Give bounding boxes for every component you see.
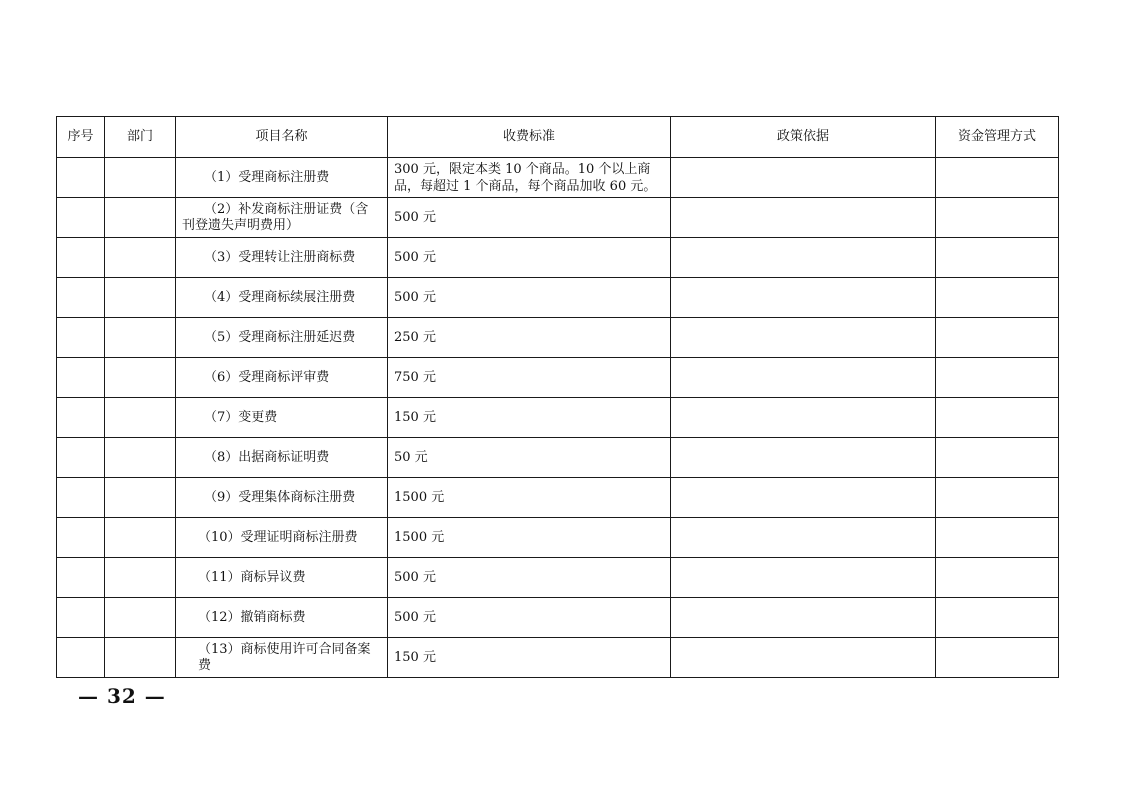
cell-department [105, 398, 176, 438]
cell-serial [57, 558, 105, 598]
cell-serial [57, 398, 105, 438]
cell-fund-management [936, 478, 1059, 518]
cell-item-name: （5）受理商标注册延迟费 [176, 318, 388, 358]
table-row [57, 358, 1059, 398]
cell-fee-standard: 750 元 [388, 358, 671, 398]
cell-fee-standard: 500 元 [388, 198, 671, 238]
cell-policy-basis [671, 358, 936, 398]
cell-fee-standard: 150 元 [388, 398, 671, 438]
header-item-name: 项目名称 [176, 117, 388, 158]
cell-policy-basis [671, 318, 936, 358]
cell-fee-standard: 150 元 [388, 638, 671, 678]
cell-item-name: （9）受理集体商标注册费 [176, 478, 388, 518]
cell-fund-management [936, 158, 1059, 198]
table-row [57, 158, 1059, 198]
header-department: 部门 [105, 117, 176, 158]
cell-fee-standard: 1500 元 [388, 518, 671, 558]
cell-serial [57, 318, 105, 358]
table-row [57, 398, 1059, 438]
cell-policy-basis [671, 598, 936, 638]
cell-fee-standard: 1500 元 [388, 478, 671, 518]
cell-fund-management [936, 438, 1059, 478]
cell-serial [57, 278, 105, 318]
table-header-row [57, 117, 1059, 158]
cell-department [105, 438, 176, 478]
cell-department [105, 158, 176, 198]
cell-department [105, 198, 176, 238]
cell-serial [57, 598, 105, 638]
cell-item-name: （12）撤销商标费 [176, 598, 388, 638]
cell-policy-basis [671, 478, 936, 518]
cell-fee-standard: 500 元 [388, 598, 671, 638]
cell-department [105, 238, 176, 278]
header-fund-management: 资金管理方式 [936, 117, 1059, 158]
cell-item-name: （3）受理转让注册商标费 [176, 238, 388, 278]
table-row [57, 638, 1059, 678]
cell-fund-management [936, 358, 1059, 398]
table-row [57, 438, 1059, 478]
cell-department [105, 518, 176, 558]
cell-item-name: （11）商标异议费 [176, 558, 388, 598]
header-fee-standard: 收费标准 [388, 117, 671, 158]
cell-item-name: （1）受理商标注册费 [176, 158, 388, 198]
cell-department [105, 358, 176, 398]
cell-item-name: （7）变更费 [176, 398, 388, 438]
cell-item-name: （10）受理证明商标注册费 [176, 518, 388, 558]
table-row [57, 198, 1059, 238]
cell-fee-standard: 500 元 [388, 278, 671, 318]
cell-item-name: （4）受理商标续展注册费 [176, 278, 388, 318]
cell-fee-standard: 300 元，限定本类 10 个商品。10 个以上商品，每超过 1 个商品，每个商品加收 60 元。 [388, 158, 671, 198]
cell-policy-basis [671, 438, 936, 478]
cell-fund-management [936, 238, 1059, 278]
cell-serial [57, 198, 105, 238]
cell-fund-management [936, 398, 1059, 438]
cell-fee-standard: 500 元 [388, 558, 671, 598]
cell-department [105, 478, 176, 518]
table-row [57, 318, 1059, 358]
table-row [57, 518, 1059, 558]
table-row [57, 278, 1059, 318]
table-row [57, 598, 1059, 638]
cell-fee-standard: 250 元 [388, 318, 671, 358]
cell-fund-management [936, 638, 1059, 678]
cell-fee-standard: 500 元 [388, 238, 671, 278]
cell-item-name: （2）补发商标注册证费（含刊登遗失声明费用） [176, 198, 388, 238]
cell-department [105, 318, 176, 358]
table-row [57, 478, 1059, 518]
cell-fund-management [936, 198, 1059, 238]
cell-policy-basis [671, 638, 936, 678]
cell-policy-basis [671, 278, 936, 318]
cell-item-name: （6）受理商标评审费 [176, 358, 388, 398]
cell-policy-basis [671, 518, 936, 558]
cell-serial [57, 518, 105, 558]
cell-department [105, 558, 176, 598]
cell-policy-basis [671, 398, 936, 438]
page-number: — 32 — [78, 684, 166, 708]
cell-fund-management [936, 518, 1059, 558]
cell-fund-management [936, 278, 1059, 318]
cell-policy-basis [671, 198, 936, 238]
cell-department [105, 278, 176, 318]
cell-serial [57, 158, 105, 198]
cell-serial [57, 438, 105, 478]
cell-fund-management [936, 598, 1059, 638]
cell-department [105, 638, 176, 678]
cell-department [105, 598, 176, 638]
cell-fee-standard: 50 元 [388, 438, 671, 478]
cell-item-name: （8）出据商标证明费 [176, 438, 388, 478]
cell-fund-management [936, 318, 1059, 358]
cell-item-name: （13）商标使用许可合同备案费 [176, 638, 388, 678]
table-row [57, 238, 1059, 278]
cell-policy-basis [671, 558, 936, 598]
cell-fund-management [936, 558, 1059, 598]
cell-serial [57, 358, 105, 398]
cell-policy-basis [671, 158, 936, 198]
cell-policy-basis [671, 238, 936, 278]
header-serial: 序号 [57, 117, 105, 158]
table-row [57, 558, 1059, 598]
cell-serial [57, 238, 105, 278]
cell-serial [57, 478, 105, 518]
cell-serial [57, 638, 105, 678]
fee-table [56, 116, 1059, 678]
header-policy-basis: 政策依据 [671, 117, 936, 158]
